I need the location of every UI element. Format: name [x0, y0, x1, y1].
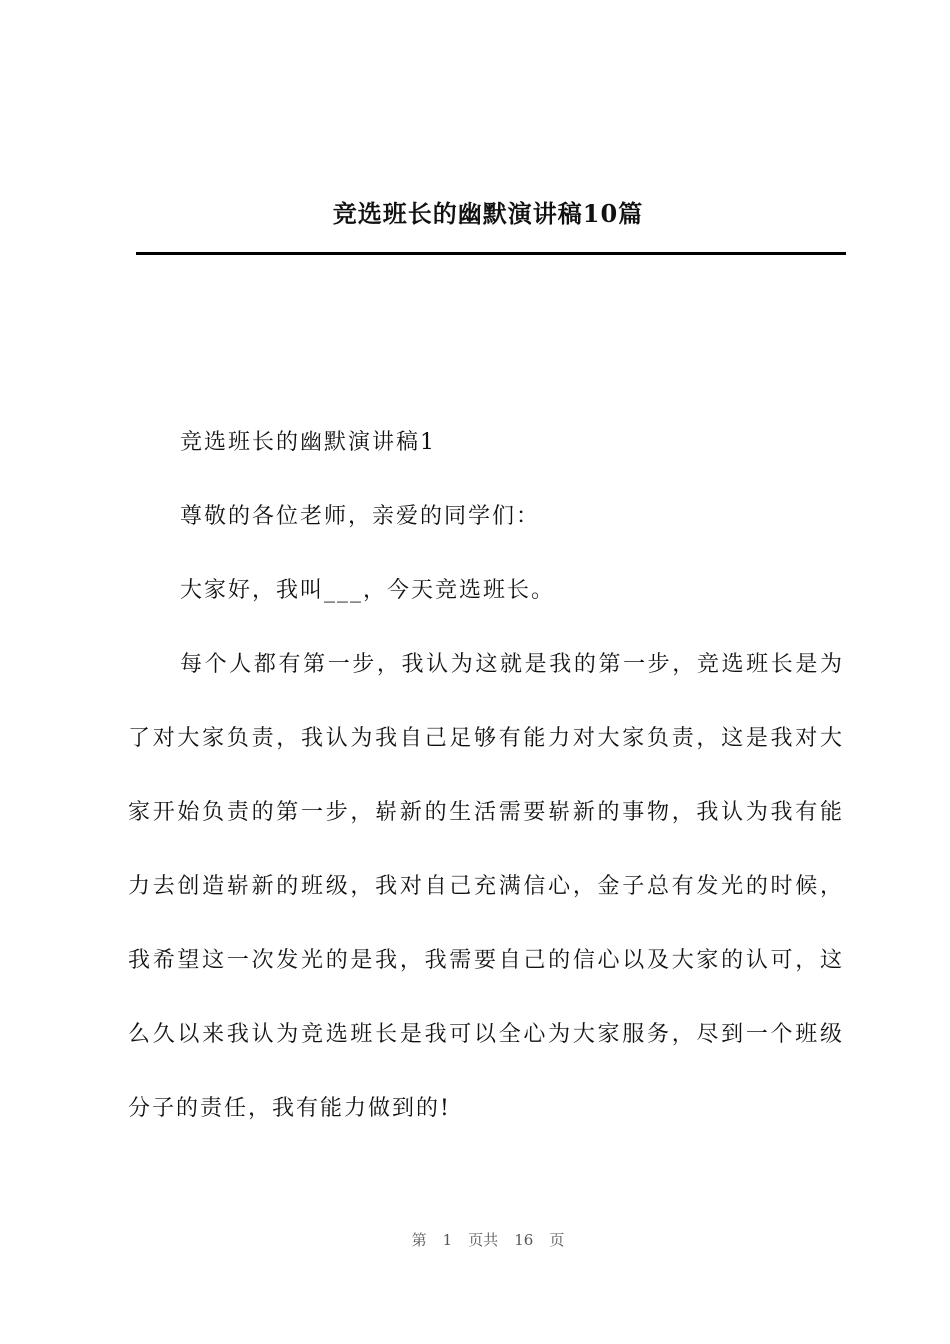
- footer-prefix: 第: [411, 1231, 427, 1249]
- footer-page-total: 16: [514, 1231, 534, 1249]
- document-body: [128, 406, 844, 1146]
- title-divider: [136, 252, 846, 255]
- greeting: 大家好，我叫___，今天竞选班长。: [180, 578, 556, 603]
- document-title: 竞选班长的幽默演讲稿10篇: [332, 199, 644, 228]
- section-heading: 竞选班长的幽默演讲稿1: [180, 430, 436, 455]
- body-paragraph: 每个人都有第一步，我认为这就是我的第一步，竞选班长是为了对大家负责，我认为我自己足够有能力对大家负责，这是我对大家开始负责的第一步，崭新的生活需要崭新的事物，我认为我有能力去创造崭新的班级，我对自己充满信心，金子总有发光的时候，我希望这一次发光的是我，我需要自己的信心以及大家的认可，这么久以来我认为竞选班长是我可以全心为大家服务，尽到一个班级分子的责任，我有能力做到的!: [128, 652, 844, 1121]
- footer-mid: 页共: [468, 1231, 499, 1249]
- footer-page-number: 1: [442, 1231, 453, 1249]
- salutation: 尊敬的各位老师，亲爱的同学们：: [180, 504, 541, 529]
- footer-suffix: 页: [549, 1231, 565, 1249]
- page-footer: [0, 1228, 950, 1252]
